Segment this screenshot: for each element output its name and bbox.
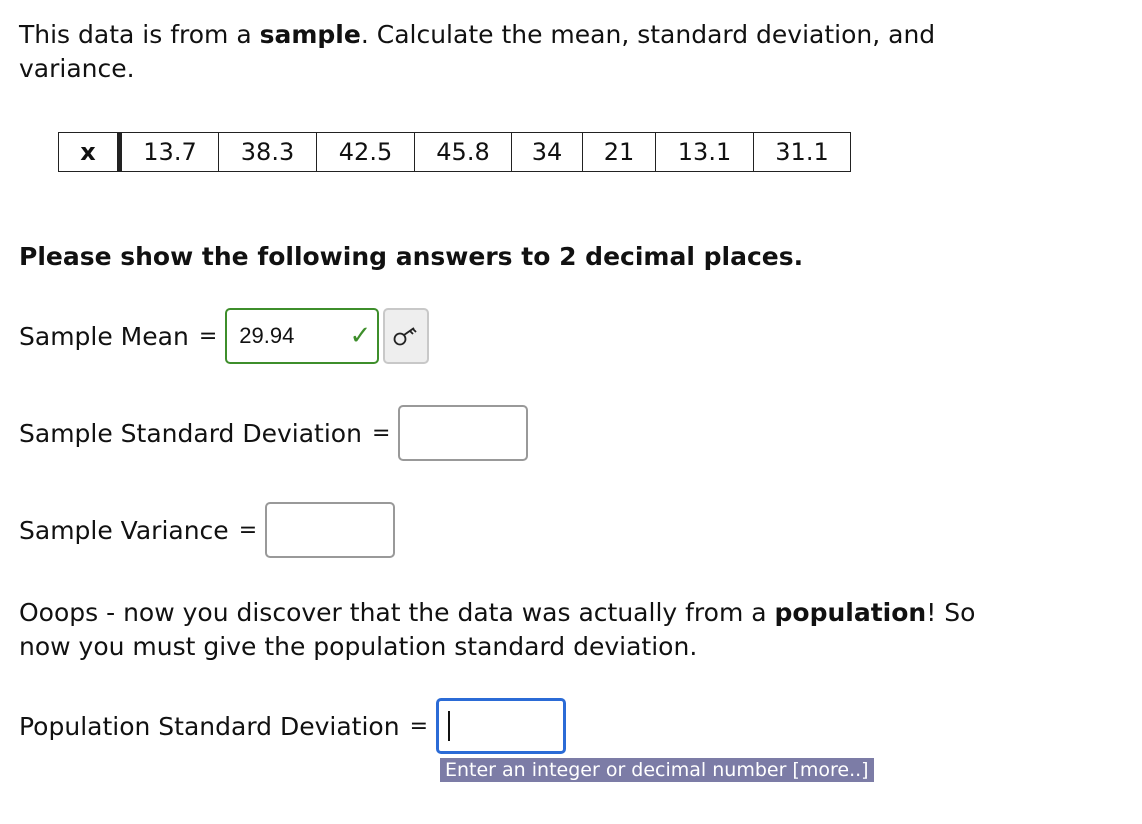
data-table: [58, 132, 851, 172]
key-button[interactable]: [383, 308, 429, 364]
table-cell: 13.7: [120, 133, 219, 172]
table-row: [59, 133, 851, 172]
table-cell: 21: [583, 133, 656, 172]
sample-sd-input[interactable]: [398, 405, 528, 461]
table-cell: 45.8: [415, 133, 512, 172]
sample-mean-input[interactable]: [225, 308, 379, 364]
table-cell: 34: [512, 133, 583, 172]
oops-before: Ooops - now you discover that the data was actually from a: [19, 598, 775, 627]
sample-mean-value: 29.94: [239, 323, 295, 348]
table-cell: 42.5: [317, 133, 415, 172]
equals-sign: =: [371, 420, 391, 446]
text-cursor: [448, 711, 450, 741]
sample-variance-input[interactable]: [265, 502, 395, 558]
question-text: [19, 18, 1019, 86]
population-sd-row: [19, 698, 566, 754]
equals-sign: =: [238, 517, 258, 543]
oops-bold: population: [774, 598, 927, 627]
table-cell: 38.3: [219, 133, 317, 172]
sample-sd-label: Sample Standard Deviation: [19, 418, 362, 448]
key-icon: [392, 325, 420, 347]
equals-sign: =: [409, 713, 428, 739]
instruction-text: Please show the following answers to 2 decimal places.: [19, 242, 804, 271]
sample-sd-row: [19, 405, 528, 461]
population-sd-label: Population Standard Deviation: [19, 711, 400, 741]
oops-after: ! So now you must give the population standard deviation.: [19, 598, 976, 661]
equals-sign: =: [198, 323, 218, 349]
question-intro-before: This data is from a: [19, 20, 260, 49]
check-icon: ✓: [349, 321, 372, 351]
sample-variance-label: Sample Variance: [19, 515, 229, 545]
sample-mean-row: [19, 308, 429, 364]
table-cell: 31.1: [754, 133, 851, 172]
table-cell: 13.1: [656, 133, 754, 172]
question-intro-bold: sample: [259, 20, 361, 49]
sample-mean-label: Sample Mean: [19, 321, 189, 351]
population-sd-input[interactable]: [436, 698, 566, 754]
input-hint[interactable]: Enter an integer or decimal number [more..]: [440, 758, 874, 782]
question-intro-after: . Calculate the mean, standard deviation, and variance.: [19, 20, 936, 83]
sample-variance-row: [19, 502, 395, 558]
table-header-x: x: [59, 133, 120, 172]
oops-text: [19, 596, 1029, 664]
